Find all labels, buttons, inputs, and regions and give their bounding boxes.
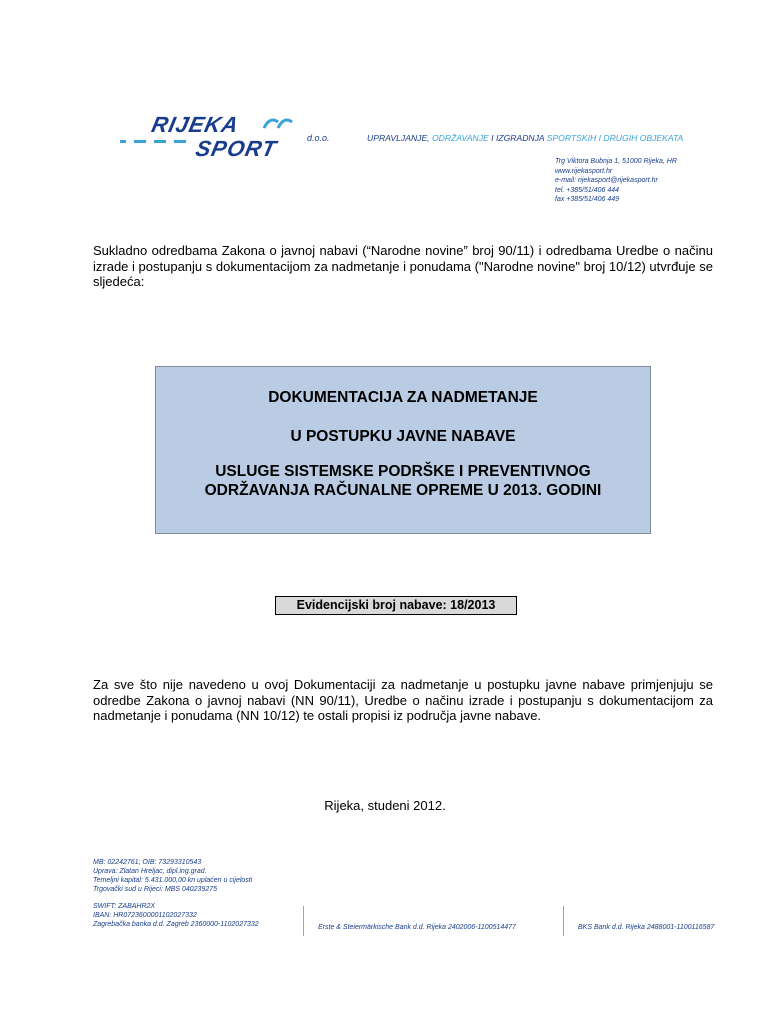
title-line-3a: USLUGE SISTEMSKE PODRŠKE I PREVENTIVNOG <box>215 463 591 480</box>
logo-text-sport: SPORT <box>193 136 280 161</box>
footer-bank2: Erste & Steiermärkische Bank d.d. Rijeka 2402006-1100514477 <box>318 924 516 931</box>
logo-text-rijeka: RIJEKA <box>149 112 242 137</box>
document-title-box <box>155 366 651 534</box>
tagline-part4: SPORTSKIH I DRUGIH OBJEKATA <box>546 133 684 143</box>
footer-line: SWIFT: ZABAHR2X <box>93 903 156 910</box>
footer-line: MB: 02242761; OIB: 73293310543 <box>93 859 202 866</box>
contact-phone: tel. +385/51/406 444 <box>555 186 620 194</box>
footer-line: IBAN: HR0723600001102027332 <box>93 912 197 919</box>
footer-bank3: BKS Bank d.d. Rijeka 2488001-1100116587 <box>578 924 715 931</box>
footer-line: Zagrebačka banka d.d. Zagreb 2360000-1102027332 <box>93 921 259 928</box>
title-line-3b: ODRŽAVANJA RAČUNALNE OPREME U 2013. GODINI <box>204 482 602 499</box>
place-date: Rijeka, studeni 2012. <box>324 798 446 813</box>
footer-line: Uprava: Zlatan Hreljac, dipl.ing.grad. <box>93 868 207 875</box>
contact-email: e-mail: rijekasport@rijekasport.hr <box>555 177 658 184</box>
contact-fax: fax +385/51/406 449 <box>555 196 620 203</box>
footer-bank-info <box>93 902 259 929</box>
contact-address: Trg Viktora Bubnja 1, 51000 Rijeka, HR <box>555 158 677 165</box>
body-paragraph: Za sve što nije navedeno u ovoj Dokumentaciji za nadmetanje u postupku javne nabave primjenjuju se odredbe Zakona o javnoj nabavi (NN 90/11), Uredbe o načinu izrade i postupanju s dokumentacijom za nadmetanje i ponudama (NN 10/12) te ostali propisi iz područja javne nabave. <box>93 677 713 723</box>
title-line-3 <box>156 462 650 500</box>
title-line-2: U POSTUPKU JAVNE NABAVE <box>290 428 516 445</box>
footer-line: Temeljni kapital: 5.431.000,00 kn uplaćen u cijelosti <box>93 877 253 884</box>
contact-block <box>555 157 677 205</box>
logo-suffix: d.o.o. <box>307 133 330 143</box>
tagline-part1: UPRAVLJANJE, <box>367 133 432 143</box>
contact-website: www.rijekasport.hr <box>555 167 613 175</box>
footer-line: Trgovački sud u Rijeci: MBS 040239275 <box>93 886 217 893</box>
intro-paragraph: Sukladno odredbama Zakona o javnoj nabavi (“Narodne novine” broj 90/11) i odredbama Uredbe o načinu izrade i postupanju s dokumentacijom za nadmetanje i ponudama ("Narodne novine" broj 10/12) utvrđuje se sljedeća: <box>93 243 713 289</box>
evidence-number-box: Evidencijski broj nabave: 18/2013 <box>275 596 517 615</box>
tagline-part3: I IZGRADNJA <box>488 133 547 143</box>
footer-divider <box>563 906 564 936</box>
title-line-1: DOKUMENTACIJA ZA NADMETANJE <box>268 389 538 406</box>
tagline-part2: ODRŽAVANJE <box>431 133 489 143</box>
company-tagline <box>367 133 683 143</box>
footer-divider <box>303 906 304 936</box>
footer-company-info <box>93 858 252 894</box>
